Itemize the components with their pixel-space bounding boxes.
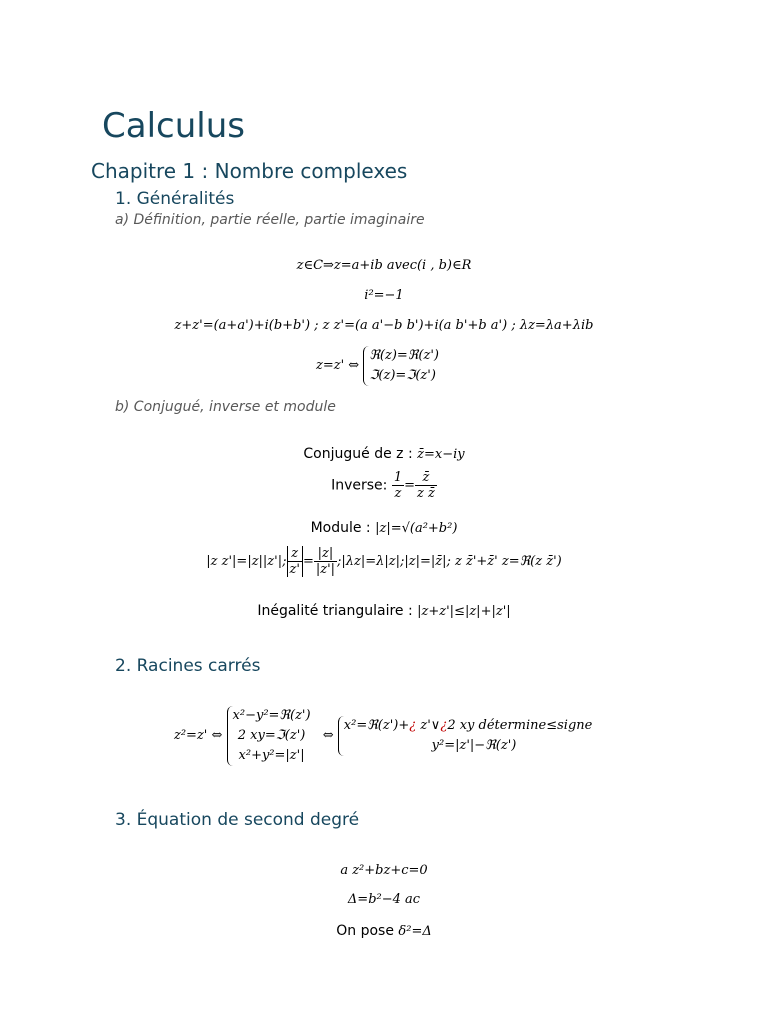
module-equation: |z|=√(a²+b²) — [375, 521, 458, 536]
chapter-heading: Chapitre 1 : Nombre complexes — [91, 159, 408, 183]
square-roots-left-system — [227, 706, 311, 766]
conjugate-equation: z̄=x−iy — [417, 447, 465, 462]
right-line-1-red-1: ¿ — [409, 718, 417, 733]
inverse-den-2: z z̄ — [417, 486, 435, 501]
right-line-1-part-a: x²=ℜ(z')+ — [343, 718, 410, 733]
triangle-inequality-equation: |z+z'|≤|z|+|z'| — [417, 604, 511, 619]
triangle-inequality-label: Inégalité triangulaire : — [257, 603, 418, 619]
module-label: Module : — [310, 520, 376, 536]
inverse-num-2: z̄ — [415, 470, 437, 486]
triangle-inequality-line — [0, 600, 768, 619]
equation-i-squared: i²=−1 — [364, 288, 404, 303]
properties-num-2: |z| — [314, 546, 337, 562]
equality-imaginary-part: ℑ(z)=ℑ(z') — [369, 368, 436, 383]
quadratic-equation: a z²+bz+c=0 — [340, 863, 428, 878]
properties-part-b: ;|λz|=λ|z|;|z|=|z̄|; z z̄'+z̄' z=ℜ(z z̄') — [337, 554, 562, 569]
inverse-label: Inverse: — [331, 477, 392, 494]
pose-line — [0, 920, 768, 939]
square-roots-right-system — [338, 716, 593, 756]
system-line-2: 2 xy=ℑ(z') — [237, 728, 306, 743]
pose-equation: δ²=Δ — [398, 924, 432, 939]
properties-den-2: |z'| — [315, 562, 336, 577]
inverse-line: Inverse: $\frac{1}{z}$ = $\frac{z̄}{\text{z z̄}}$ — [331, 470, 435, 501]
equation-operations: z+z'=(a+a')+i(b+b') ; z z'=(a a'−b b')+i(a b'+b a') ; λz=λa+λib — [174, 318, 594, 333]
square-roots-lhs: z²=z' ⇔ — [174, 728, 223, 743]
conjugate-label: Conjugué de z : — [303, 446, 418, 462]
section-2-heading: 2. Racines carrés — [115, 656, 261, 676]
properties-part-a: |z z'|=|z||z'|; — [206, 554, 287, 569]
page-title: Calculus — [102, 106, 245, 146]
inverse-fraction-2 — [415, 470, 437, 501]
square-roots-system — [174, 706, 592, 766]
properties-fraction-1 — [287, 546, 303, 577]
equality-real-part: ℜ(z)=ℜ(z') — [369, 348, 439, 363]
subsection-b: b) Conjugué, inverse et module — [115, 399, 336, 415]
section-1-heading: 1. Généralités — [115, 189, 235, 209]
system-line-3: x²+y²=|z'| — [238, 748, 305, 763]
right-system-line-1 — [344, 716, 593, 736]
subsection-a: a) Définition, partie réelle, partie imaginaire — [115, 212, 425, 228]
module-line — [0, 517, 768, 536]
equality-system — [363, 346, 439, 386]
properties-num-1: z — [288, 546, 302, 562]
equation-equality — [316, 346, 439, 386]
section-3-heading: 3. Équation de second degré — [115, 810, 360, 830]
discriminant-equation: Δ=b²−4 ac — [347, 892, 421, 907]
right-line-1-red-2: ¿ — [440, 718, 448, 733]
properties-fraction-2 — [314, 546, 337, 577]
equality-lhs: z=z' ⇔ — [316, 358, 360, 373]
properties-line: |z z'|=|z||z'|; $\frac{z}{z'}$ = $\frac{|z|}{|z'|}$ ;|λz|=λ|z|;|z|=|z̄|; z z̄'+z̄' z=ℜ(z z̄') — [206, 546, 562, 577]
equation-definition: z∈C⇒z=a+ib avec(i , b)∈R — [296, 258, 472, 273]
inverse-fraction-1 — [392, 470, 404, 501]
properties-den-1: z' — [289, 562, 300, 577]
equivalence-symbol: ⇔ — [322, 728, 334, 743]
system-line-1: x²−y²=ℜ(z') — [232, 708, 311, 723]
right-line-1-part-b: z'∨ — [416, 718, 441, 733]
inverse-den-1: z — [394, 486, 402, 501]
pose-label: On pose — [336, 923, 399, 939]
inverse-num-1: 1 — [393, 470, 403, 485]
conjugate-line — [0, 443, 768, 462]
right-line-1-part-c: 2 xy détermine≤signe — [447, 718, 593, 733]
right-system-line-2: y²=|z'|−ℜ(z') — [431, 738, 517, 753]
